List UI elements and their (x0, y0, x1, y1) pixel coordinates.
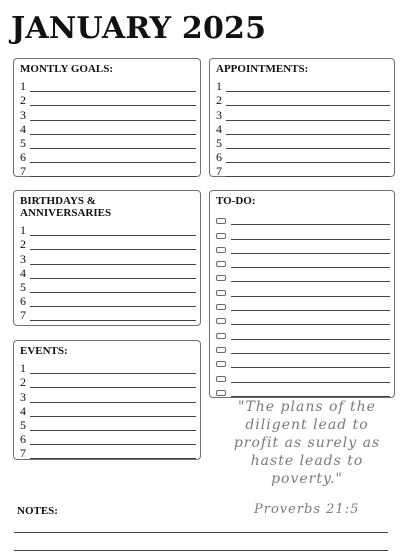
item-number: 2 (20, 93, 26, 108)
monthly-goals-list (20, 78, 196, 177)
monthly-goals-box (13, 58, 201, 177)
todo-item (216, 254, 390, 268)
item-number: 5 (20, 135, 26, 150)
item-number: 6 (20, 432, 26, 447)
checkbox-icon[interactable] (216, 333, 226, 339)
writing-line[interactable] (30, 138, 196, 149)
notes-line[interactable] (14, 532, 388, 533)
todo-item (216, 225, 390, 239)
item-number: 6 (216, 150, 222, 165)
writing-line[interactable] (231, 272, 390, 282)
appointments-list (216, 78, 390, 177)
writing-line[interactable] (226, 110, 390, 121)
checkbox-icon[interactable] (216, 304, 226, 310)
list-item (216, 149, 390, 163)
page-title: JANUARY 2025 (11, 11, 267, 46)
list-item (20, 78, 196, 92)
list-item (20, 403, 196, 417)
writing-line[interactable] (226, 152, 390, 163)
item-number: 1 (20, 223, 26, 238)
item-number: 2 (20, 237, 26, 252)
writing-line[interactable] (30, 166, 196, 177)
appointments-title: APPOINTMENTS: (216, 63, 309, 75)
writing-line[interactable] (30, 152, 196, 163)
checkbox-icon[interactable] (216, 376, 226, 382)
writing-line[interactable] (231, 287, 390, 297)
writing-line[interactable] (30, 282, 196, 293)
item-number: 7 (216, 164, 222, 179)
item-number: 4 (20, 121, 26, 136)
list-item (216, 78, 390, 92)
list-item (20, 222, 196, 236)
birthdays-title-line1: BIRTHDAYS & (20, 195, 96, 207)
list-item (20, 163, 196, 177)
checkbox-icon[interactable] (216, 275, 226, 281)
writing-line[interactable] (30, 296, 196, 307)
list-item (20, 135, 196, 149)
writing-line[interactable] (30, 110, 196, 121)
item-number: 4 (20, 265, 26, 280)
list-item (20, 106, 196, 120)
writing-line[interactable] (30, 420, 196, 431)
todo-item (216, 268, 390, 282)
list-item (20, 121, 196, 135)
writing-line[interactable] (30, 268, 196, 279)
writing-line[interactable] (231, 244, 390, 254)
events-title: EVENTS: (20, 345, 68, 357)
todo-item (216, 311, 390, 325)
list-item (20, 388, 196, 402)
writing-line[interactable] (30, 95, 196, 106)
writing-line[interactable] (231, 315, 390, 325)
todo-item (216, 282, 390, 296)
list-item (20, 279, 196, 293)
item-number: 3 (20, 389, 26, 404)
list-item (216, 163, 390, 177)
list-item (20, 431, 196, 445)
item-number: 7 (20, 164, 26, 179)
monthly-goals-title: MONTLY GOALS: (20, 63, 114, 75)
writing-line[interactable] (231, 387, 390, 397)
writing-line[interactable] (231, 358, 390, 368)
writing-line[interactable] (30, 310, 196, 321)
list-item (216, 121, 390, 135)
item-number: 6 (20, 150, 26, 165)
notes-label: NOTES: (17, 505, 58, 517)
list-item (216, 135, 390, 149)
writing-line[interactable] (30, 363, 196, 374)
writing-line[interactable] (30, 81, 196, 92)
todo-item (216, 325, 390, 339)
item-number: 1 (20, 361, 26, 376)
writing-line[interactable] (231, 373, 390, 383)
writing-line[interactable] (30, 225, 196, 236)
writing-line[interactable] (30, 392, 196, 403)
todo-item (216, 368, 390, 382)
todo-item (216, 340, 390, 354)
item-number: 5 (20, 279, 26, 294)
checkbox-icon[interactable] (216, 390, 226, 396)
writing-line[interactable] (231, 215, 390, 225)
checkbox-icon[interactable] (216, 233, 226, 239)
notes-line[interactable] (14, 550, 388, 551)
list-item (20, 307, 196, 321)
list-item (20, 236, 196, 250)
checkbox-icon[interactable] (216, 347, 226, 353)
todo-item (216, 211, 390, 225)
list-item (20, 92, 196, 106)
list-item (20, 374, 196, 388)
list-item (20, 445, 196, 459)
writing-line[interactable] (226, 81, 390, 92)
birthdays-title-line2: ANNIVERSARIES (20, 207, 112, 219)
item-number: 3 (20, 107, 26, 122)
writing-line[interactable] (231, 301, 390, 311)
item-number: 1 (20, 79, 26, 94)
writing-line[interactable] (30, 124, 196, 135)
writing-line[interactable] (30, 377, 196, 388)
birthdays-box (13, 190, 201, 326)
todo-item (216, 240, 390, 254)
todo-box (209, 190, 395, 398)
item-number: 7 (20, 308, 26, 323)
item-number: 2 (20, 375, 26, 390)
appointments-box (209, 58, 395, 177)
writing-line[interactable] (226, 95, 390, 106)
writing-line[interactable] (30, 448, 196, 459)
todo-item (216, 297, 390, 311)
checkbox-icon[interactable] (216, 361, 226, 367)
todo-item (216, 383, 390, 397)
list-item (20, 149, 196, 163)
writing-line[interactable] (226, 166, 390, 177)
item-number: 6 (20, 294, 26, 309)
list-item (20, 293, 196, 307)
list-item (20, 360, 196, 374)
writing-line[interactable] (226, 138, 390, 149)
writing-line[interactable] (226, 124, 390, 135)
writing-line[interactable] (231, 344, 390, 354)
item-number: 5 (216, 135, 222, 150)
events-box (13, 340, 201, 460)
item-number: 2 (216, 93, 222, 108)
checkbox-icon[interactable] (216, 247, 226, 253)
item-number: 1 (216, 79, 222, 94)
list-item (216, 106, 390, 120)
todo-item (216, 354, 390, 368)
quote-text: "The plans of the diligent lead to profit as surely as haste leads to poverty." (233, 399, 381, 487)
checkbox-icon[interactable] (216, 261, 226, 267)
item-number: 3 (216, 107, 222, 122)
todo-list (216, 211, 390, 397)
writing-line[interactable] (231, 230, 390, 240)
item-number: 4 (20, 403, 26, 418)
birthdays-list (20, 222, 196, 321)
events-list (20, 360, 196, 459)
list-item (20, 250, 196, 264)
checkbox-icon[interactable] (216, 290, 226, 296)
todo-title: TO-DO: (216, 195, 256, 207)
list-item (20, 265, 196, 279)
quote-reference: Proverbs 21:5 (254, 502, 360, 517)
list-item (216, 92, 390, 106)
item-number: 5 (20, 417, 26, 432)
item-number: 4 (216, 121, 222, 136)
item-number: 7 (20, 446, 26, 461)
checkbox-icon[interactable] (216, 218, 226, 224)
checkbox-icon[interactable] (216, 318, 226, 324)
list-item (20, 417, 196, 431)
writing-line[interactable] (30, 254, 196, 265)
writing-line[interactable] (30, 434, 196, 445)
writing-line[interactable] (231, 330, 390, 340)
item-number: 3 (20, 251, 26, 266)
writing-line[interactable] (231, 258, 390, 268)
writing-line[interactable] (30, 239, 196, 250)
writing-line[interactable] (30, 406, 196, 417)
